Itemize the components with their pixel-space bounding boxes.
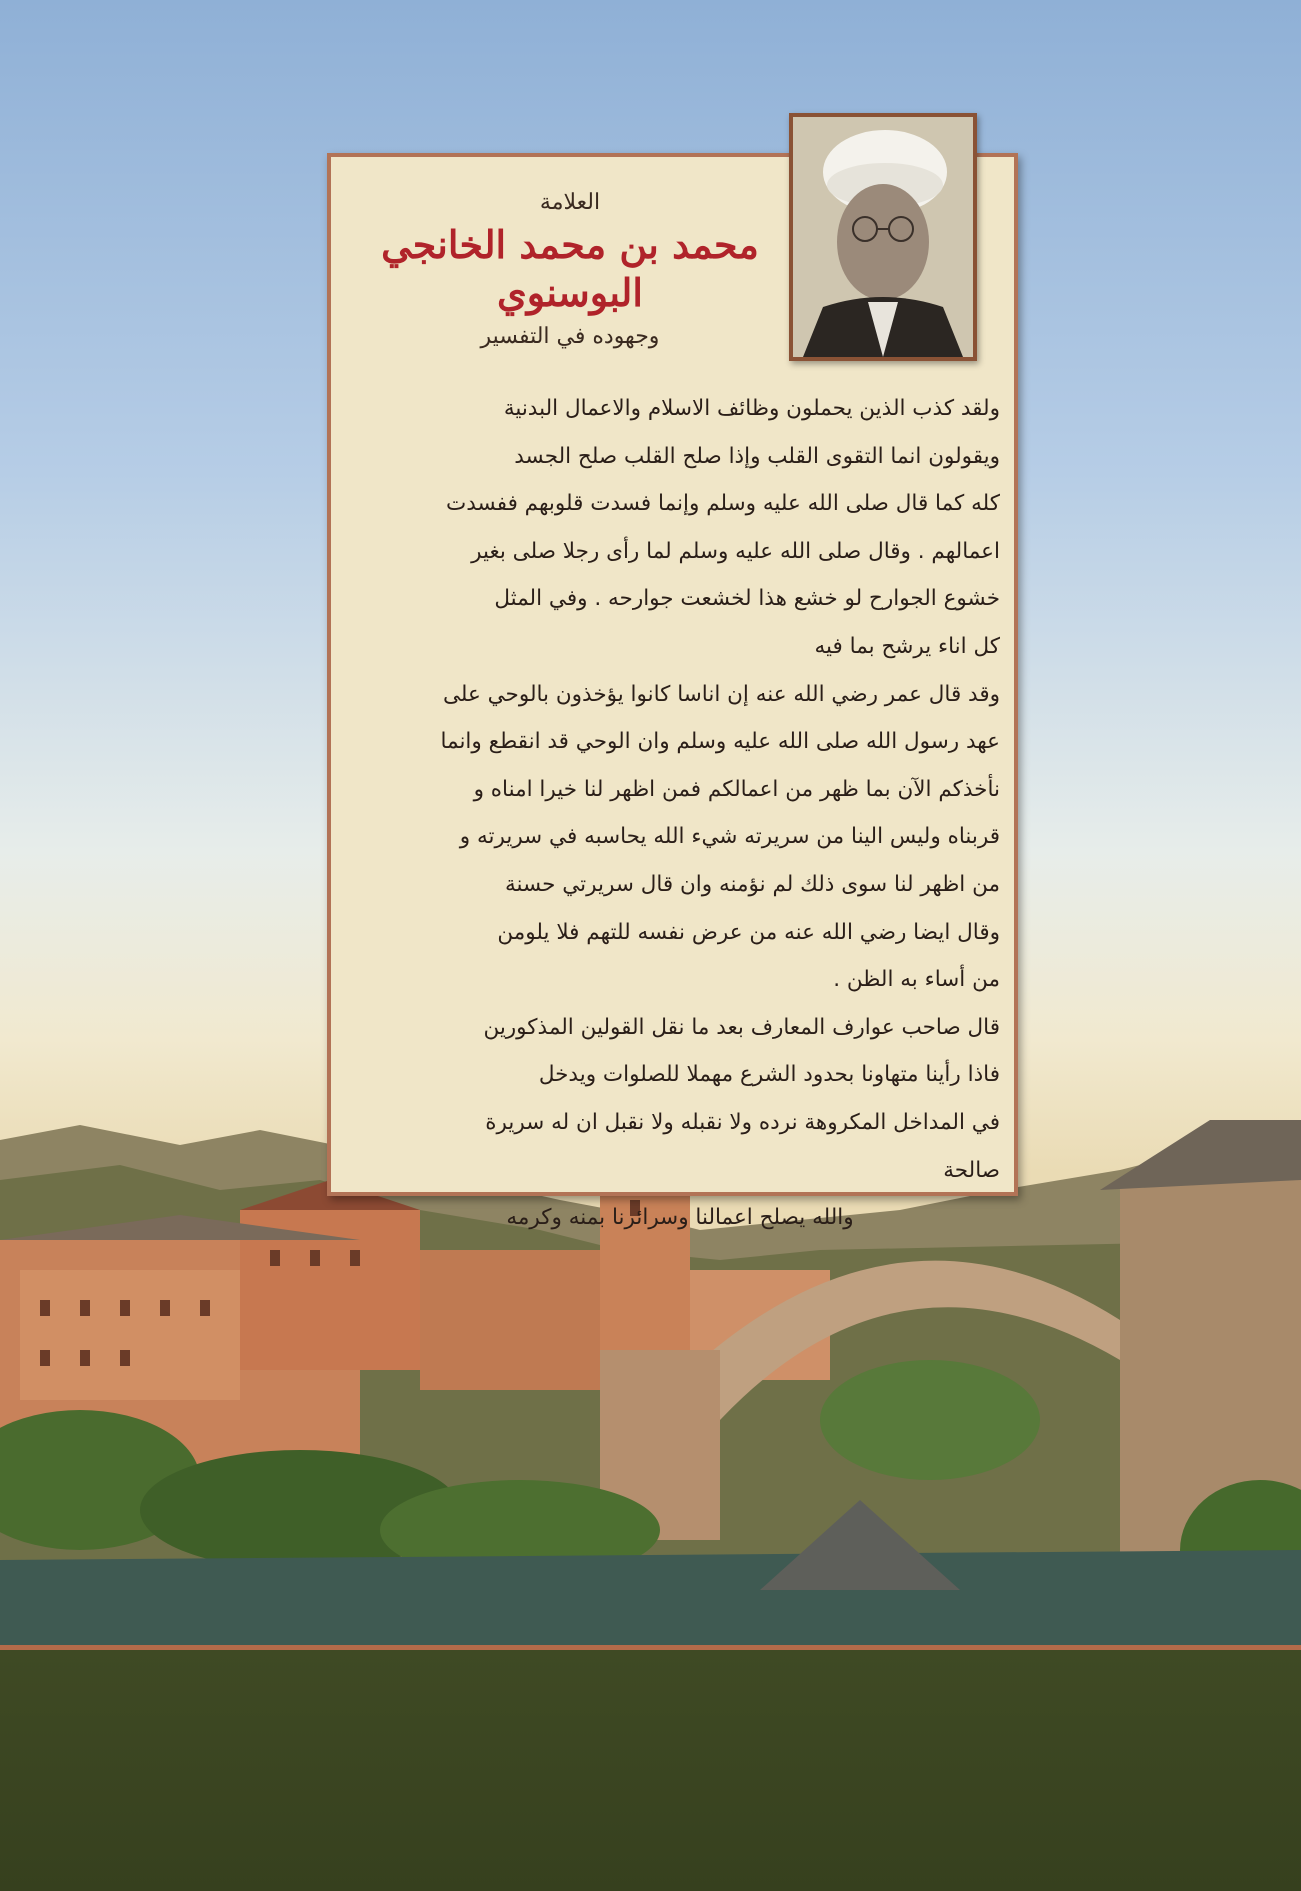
manuscript-line: قال صاحب عوارف المعارف بعد ما نقل القولين المذكورين bbox=[483, 1014, 1000, 1040]
manuscript-text bbox=[360, 385, 1000, 1242]
author-honorific: العلامة bbox=[539, 190, 601, 215]
manuscript-line: خشوع الجوارح لو خشع هذا لخشعت جوارحه . وفي المثل bbox=[494, 586, 1000, 612]
manuscript-line: وقد قال عمر رضي الله عنه إن اناسا كانوا يؤخذون بالوحي على bbox=[442, 681, 1000, 707]
manuscript-line: ولقد كذب الذين يحملون وظائف الاسلام والاعمال البدنية bbox=[503, 396, 1000, 421]
title-block bbox=[360, 190, 780, 349]
manuscript-line: فاذا رأينا متهاونا بحدود الشرع مهملا للصلوات ويدخل bbox=[538, 1062, 1000, 1088]
manuscript-line: وقال ايضا رضي الله عنه من عرض نفسه للتهم فلا يلومن bbox=[497, 919, 1000, 945]
manuscript-line: اعمالهم . وقال صلى الله عليه وسلم لما رأى رجلا صلى بغير bbox=[471, 538, 1000, 564]
book-subtitle: وجهوده في التفسير bbox=[480, 324, 660, 349]
manuscript-line: عهد رسول الله صلى الله عليه وسلم وان الوحي قد انقطع وانما bbox=[440, 729, 1000, 755]
manuscript-line: في المداخل المكروهة نرده ولا نقبله ولا نقبل ان له سريرة bbox=[485, 1109, 1000, 1135]
manuscript-line: كله كما قال صلى الله عليه وسلم وإنما فسدت قلوبهم ففسدت bbox=[445, 491, 1000, 517]
manuscript-line: قربناه وليس الينا من سريرته شيء الله يحاسبه في سريرته و bbox=[459, 824, 1000, 850]
manuscript-line: من اظهر لنا سوى ذلك لم نؤمنه وان قال سريرتي حسنة bbox=[504, 871, 1000, 897]
manuscript-line: صالحة bbox=[943, 1157, 1000, 1183]
manuscript-line: نأخذكم الآن بما ظهر من اعمالكم فمن اظهر لنا خيرا امناه و bbox=[473, 776, 1000, 802]
bottom-color-band bbox=[0, 1645, 1301, 1891]
manuscript-line: ويقولون انما التقوى القلب وإذا صلح القلب صلح الجسد bbox=[514, 443, 1000, 469]
author-name: محمد بن محمد الخانجي البوسنوي bbox=[381, 222, 759, 315]
manuscript-closing-line: والله يصلح اعمالنا وسرائرنا بمنه وكرمه bbox=[506, 1205, 854, 1231]
author-portrait bbox=[789, 113, 977, 361]
manuscript-line: من أساء به الظن . bbox=[833, 967, 1000, 993]
manuscript-line: كل اناء يرشح بما فيه bbox=[814, 633, 1000, 659]
